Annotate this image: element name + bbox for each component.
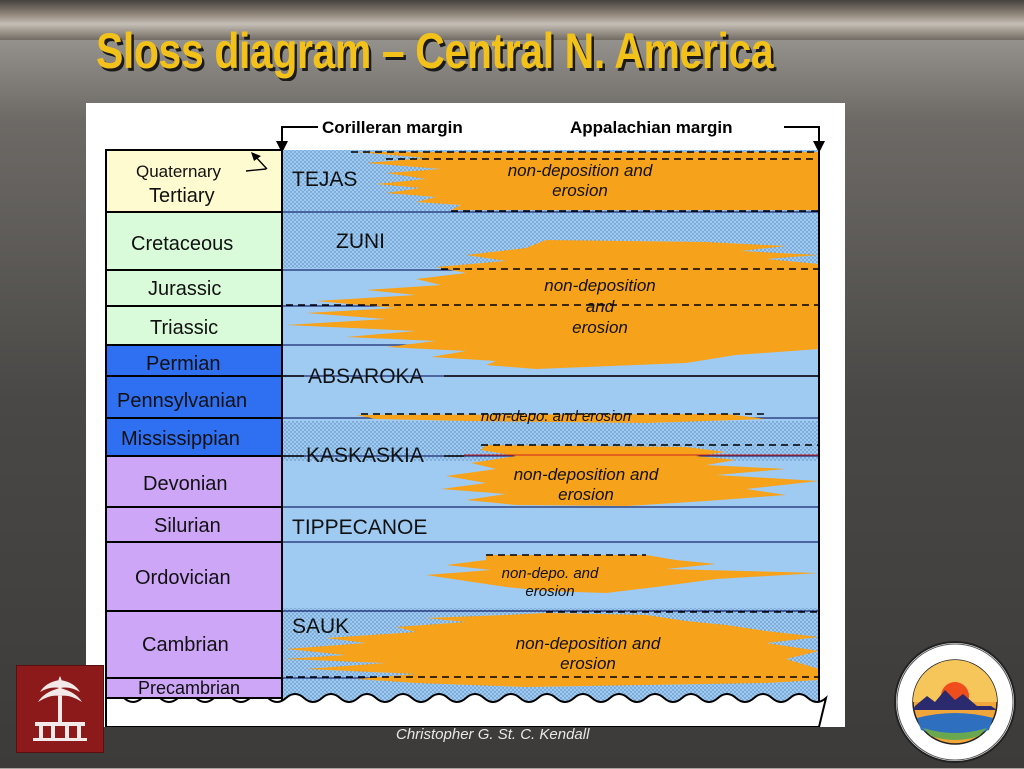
- cordilleran-margin-label: Corilleran margin: [322, 118, 463, 137]
- period-mississippian: Mississippian: [121, 428, 240, 450]
- zuni-gap-line2: and: [585, 297, 615, 316]
- period-ordovician: Ordovician: [135, 567, 231, 589]
- kaskaskia-gap-line1: non-deposition and: [513, 465, 659, 484]
- sauk-gap-line2: erosion: [560, 654, 616, 673]
- kaskaskia-gap-line2: erosion: [558, 485, 614, 504]
- tippecanoe-gap-line2: erosion: [525, 583, 575, 600]
- sequence-absaroka: ABSAROKA: [308, 365, 424, 388]
- sequence-tippecanoe: TIPPECANOE: [292, 516, 428, 539]
- period-quaternary: Quaternary: [136, 162, 222, 181]
- period-triassic: Triassic: [150, 317, 219, 339]
- zuni-gap-line3: erosion: [572, 318, 628, 337]
- period-cambrian: Cambrian: [142, 634, 229, 656]
- sequence-zuni: ZUNI: [336, 230, 385, 253]
- period-devonian: Devonian: [143, 473, 228, 495]
- sloss-diagram: [86, 103, 845, 727]
- sequence-kaskaskia: KASKASKIA: [306, 444, 424, 467]
- absaroka-gap-line1: non-depo. and erosion: [480, 408, 632, 425]
- usc-palmetto-logo: [16, 665, 104, 753]
- department-seal: [893, 640, 1017, 764]
- period-precambrian: Precambrian: [138, 678, 241, 698]
- appalachian-margin-label: Appalachian margin: [570, 118, 733, 137]
- zuni-gap-line1: non-deposition: [544, 276, 656, 295]
- sauk-gap-line1: non-deposition and: [515, 634, 661, 653]
- margin-header: [276, 118, 825, 153]
- period-permian: Permian: [146, 353, 221, 375]
- sloss-diagram-panel: [86, 103, 845, 727]
- period-pennsylvanian: Pennsylvanian: [117, 390, 248, 412]
- slide-title: Sloss diagram – Central N. America: [96, 23, 774, 79]
- sequence-sauk: SAUK: [292, 615, 350, 638]
- period-silurian: Silurian: [154, 515, 221, 537]
- tejas-gap-line2: erosion: [552, 181, 608, 200]
- sequence-tejas: TEJAS: [292, 168, 358, 191]
- period-cretaceous: Cretaceous: [131, 233, 234, 255]
- author-credit: Christopher G. St. C. Kendall: [396, 726, 590, 743]
- tippecanoe-gap-line1: non-depo. and: [501, 565, 599, 582]
- tejas-gap-line1: non-deposition and: [507, 161, 653, 180]
- period-tertiary: Tertiary: [149, 185, 215, 207]
- period-jurassic: Jurassic: [148, 278, 222, 300]
